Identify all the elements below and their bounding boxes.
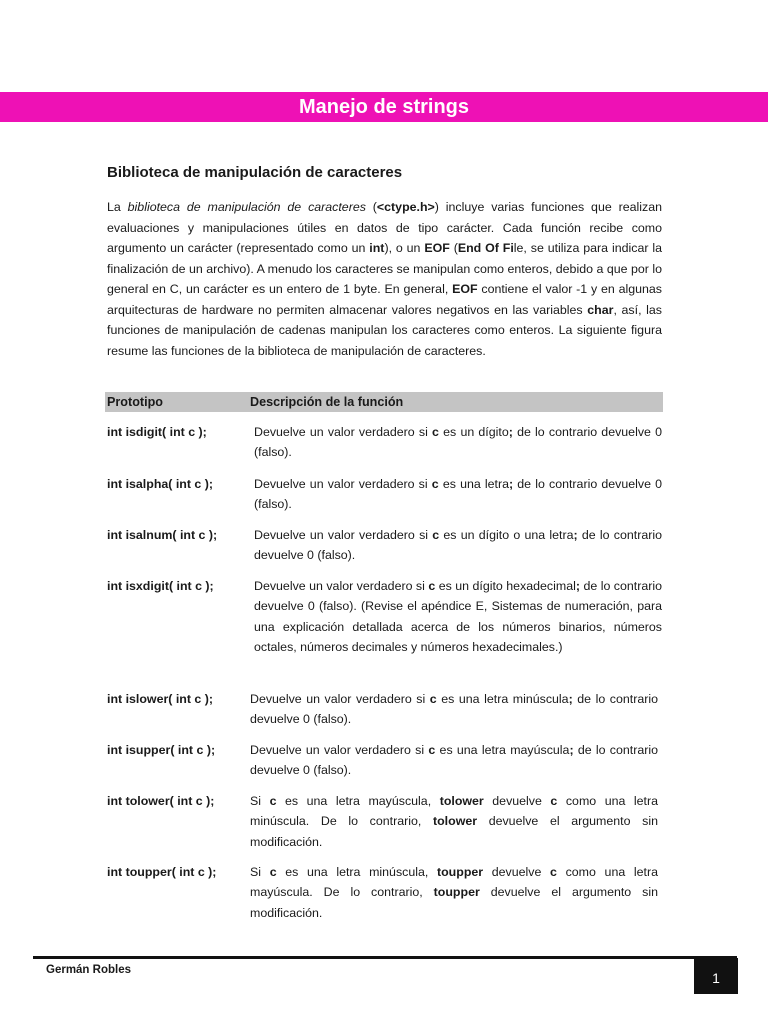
function-prototype: int isdigit( int c ); — [107, 425, 207, 439]
description-text: Devuelve un valor verdadero si — [254, 579, 429, 593]
description-text: es una letra mayúscula, — [276, 794, 440, 808]
description-text: es una letra — [438, 477, 509, 491]
table-header — [105, 392, 663, 412]
footer-divider — [33, 956, 737, 959]
function-prototype: int isxdigit( int c ); — [107, 579, 214, 593]
description-keyword: c — [431, 477, 439, 491]
description-text: de lo contrario devuelve 0 (falso). — [254, 477, 662, 512]
description-keyword: ; — [573, 528, 578, 542]
intro-text: ( — [365, 200, 377, 214]
description-text: devuelve — [483, 865, 551, 879]
function-prototype: int tolower( int c ); — [107, 794, 215, 808]
function-description — [250, 740, 658, 781]
description-text: Devuelve un valor verdadero si — [254, 477, 432, 491]
description-text: Si — [250, 865, 270, 879]
description-keyword: toupper — [436, 865, 484, 879]
column-header-description: Descripción de la función — [250, 395, 404, 409]
function-prototype: int isupper( int c ); — [107, 743, 216, 757]
description-text: de lo contrario devuelve 0 (falso). — [254, 425, 662, 460]
intro-emphasis: biblioteca de manipulación de caracteres — [127, 200, 366, 214]
intro-code: EOF — [452, 282, 478, 296]
intro-text: le, se utiliza para indicar la finalización de un archivo). A menudo los caracteres se manipulan como enteros, debido a que por lo general en C, un carácter es un entero de 1 byte. En general, — [107, 241, 662, 296]
description-text: de lo contrario devuelve 0 (falso). — [250, 743, 659, 778]
footer-author: Germán Robles — [46, 964, 131, 976]
description-text: como una letra mayúscula. De lo contrario, — [250, 865, 658, 900]
function-prototype: int toupper( int c ); — [107, 865, 217, 879]
description-text: Devuelve un valor verdadero si — [250, 692, 430, 706]
page-number: 1 — [694, 958, 738, 994]
intro-code: End Of Fi — [457, 241, 514, 255]
description-text: de lo contrario devuelve 0 (falso). — [254, 528, 662, 563]
intro-code: EOF — [424, 241, 450, 255]
intro-text: ) incluye varias funciones que realizan evaluaciones y manipulaciones útiles en datos de tipo carácter. Cada función recibe como argumento un carácter (representado como un — [107, 200, 662, 255]
description-text: de lo contrario devuelve 0 (falso). — [250, 692, 658, 727]
description-text: Devuelve un valor verdadero si — [250, 743, 429, 757]
description-text: Devuelve un valor verdadero si — [254, 425, 433, 439]
intro-text: ), o un — [384, 241, 425, 255]
function-description — [254, 422, 662, 463]
description-keyword: c — [428, 579, 436, 593]
description-keyword: ; — [509, 477, 514, 491]
description-keyword: tolower — [432, 814, 478, 829]
description-text: devuelve el argumento sin modificación. — [250, 814, 658, 849]
description-keyword: c — [550, 794, 558, 808]
section-title: Biblioteca de manipulación de caracteres — [107, 164, 403, 181]
function-prototype: int islower( int c ); — [107, 692, 214, 706]
description-text: de lo contrario devuelve 0 (falso). (Revise el apéndice E, Sistemas de numeración, para una explicación detallada acerca de los números binarios, números octales, números decimales y números hexadecimales.) — [254, 579, 663, 654]
function-description — [254, 525, 662, 566]
function-description — [250, 689, 658, 730]
description-keyword: c — [269, 794, 277, 808]
description-text: devuelve el argumento sin modificación. — [250, 885, 658, 920]
description-keyword: tolower — [439, 794, 484, 808]
description-text: Devuelve un valor verdadero si — [254, 528, 433, 542]
description-keyword: ; — [575, 579, 580, 593]
description-text: es una letra minúscula, — [276, 865, 437, 879]
intro-code: char — [587, 302, 614, 317]
intro-code: <ctype.h> — [376, 200, 435, 214]
page-title: Manejo de strings — [0, 92, 768, 122]
intro-text: , así, las funciones de manipulación de cadenas manipulan los caracteres como enteros. La siguiente figura resume las funciones de la biblioteca de manipulación de caracteres. — [107, 302, 663, 358]
column-header-prototype: Prototipo — [107, 395, 163, 409]
description-text: es una letra mayúscula — [435, 743, 570, 757]
intro-text: La — [107, 200, 128, 214]
description-text: es un dígito — [438, 425, 509, 439]
description-text: es un dígito hexadecimal — [435, 579, 576, 593]
description-keyword: c — [428, 743, 436, 757]
description-keyword: c — [432, 528, 440, 542]
function-description — [250, 791, 658, 852]
description-keyword: ; — [568, 692, 573, 706]
description-keyword: c — [269, 865, 277, 879]
intro-paragraph — [107, 197, 662, 361]
function-description — [254, 474, 662, 515]
description-text: como una letra minúscula. De lo contrario, — [250, 794, 659, 829]
description-keyword: ; — [569, 743, 574, 757]
description-text: es una letra minúscula — [436, 692, 569, 706]
intro-text: ( — [449, 241, 458, 255]
description-keyword: c — [432, 425, 439, 439]
description-keyword: ; — [508, 425, 513, 439]
description-keyword: toupper — [433, 885, 480, 900]
description-keyword: c — [429, 692, 437, 706]
function-prototype: int isalnum( int c ); — [107, 528, 218, 542]
function-prototype: int isalpha( int c ); — [107, 477, 214, 491]
function-description — [254, 576, 662, 657]
intro-text: contiene el valor -1 y en algunas arquitecturas de hardware no permiten almacenar valores negativos en las variables — [107, 282, 662, 317]
description-text: Si — [250, 794, 270, 808]
function-description — [250, 862, 658, 923]
intro-code: int — [369, 241, 385, 255]
description-text: es un dígito o una letra — [439, 528, 574, 542]
description-text: devuelve — [483, 794, 551, 808]
description-keyword: c — [550, 865, 557, 879]
